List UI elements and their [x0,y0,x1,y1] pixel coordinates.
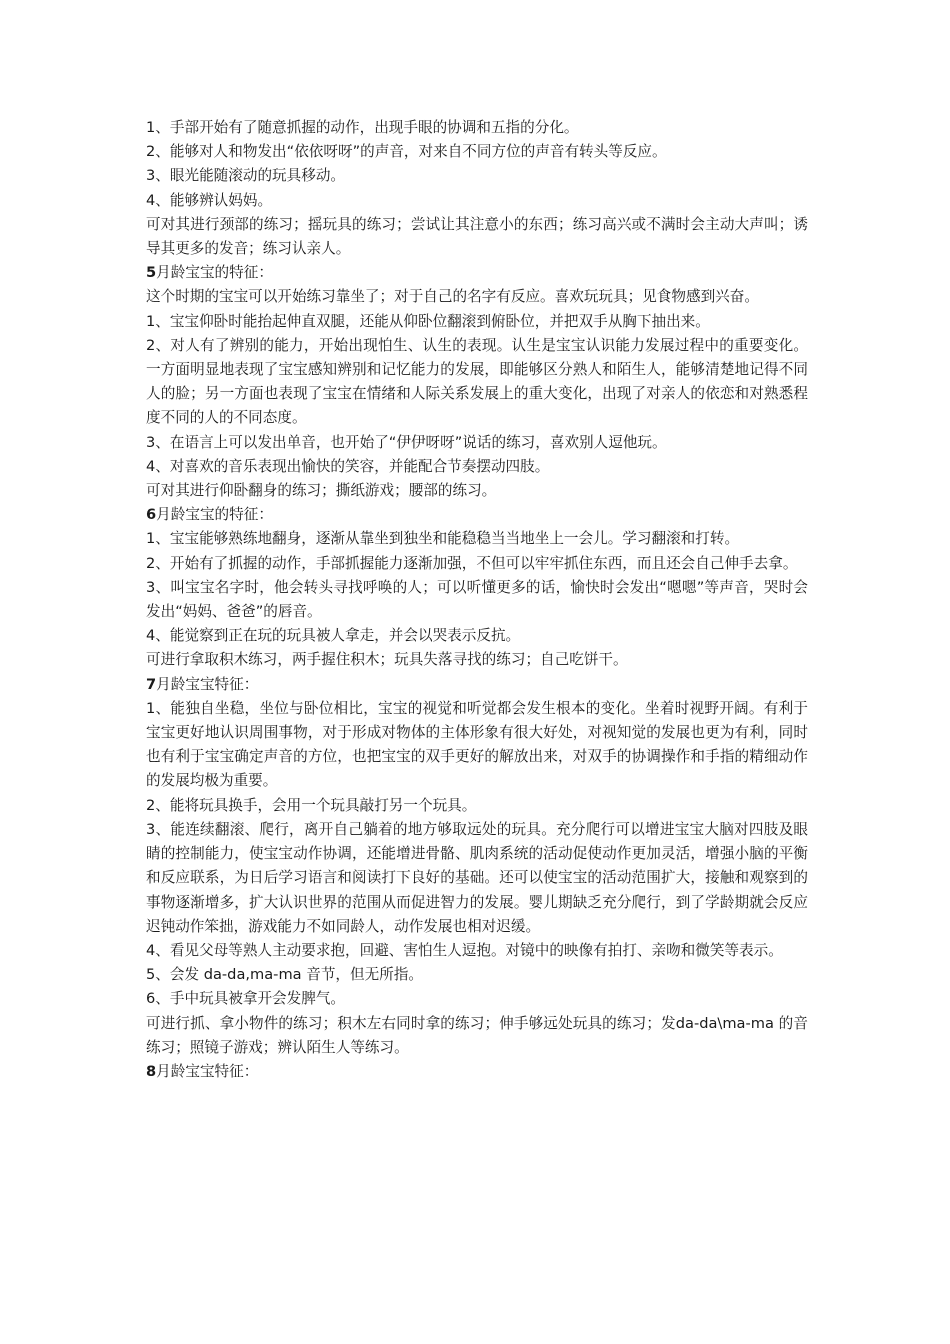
paragraph: 3、在语言上可以发出单音，也开始了“伊伊呀呀”说话的练习，喜欢别人逗他玩。 [146,433,667,451]
paragraph: 1、宝宝能够熟练地翻身，逐渐从靠坐到独坐和能稳稳当当地坐上一会儿。学习翻滚和打转。 [146,530,740,548]
section-title: 月龄宝宝的特征： [156,506,273,524]
paragraph: 可对其进行仰卧翻身的练习；撕纸游戏；腰部的练习。 [146,482,497,500]
section-heading [146,673,808,697]
paragraph: 1、宝宝仰卧时能抬起伸直双腿，还能从仰卧位翻滚到俯卧位，并把双手从胸下抽出来。 [146,312,710,330]
section-title: 月龄宝宝特征： [156,1062,259,1080]
paragraph: 4、对喜欢的音乐表现出愉快的笑容，并能配合节奏摆动四肢。 [146,457,550,475]
section-number: 5 [146,264,157,282]
section-heading [146,1060,808,1084]
paragraph: 1、手部开始有了随意抓握的动作，出现手眼的协调和五指的分化。 [146,119,579,136]
section-title: 月龄宝宝的特征： [156,264,273,282]
section-heading [146,503,808,527]
paragraph: 可进行抓、拿小物件的练习；积木左右同时拿的练习；伸手够远处玩具的练习；发da-da\ma-ma 的音练习；照镜子游戏；辨认陌生人等练习。 [146,1014,808,1056]
paragraph: 3、能连续翻滚、爬行，离开自己躺着的地方够取远处的玩具。充分爬行可以增进宝宝大脑对四肢及眼睛的控制能力，使宝宝动作协调，还能增进骨骼、肌肉系统的活动促使动作更加灵活，增强小脑的平衡和反应联系，为日后学习语言和阅读打下良好的基础。还可以使宝宝的活动范围扩大，接触和观察到的事物逐渐增多，扩大认识世界的范围从而促进智力的发展。婴儿期缺乏充分爬行，到了学龄期就会反应迟钝动作笨拙，游戏能力不如同龄人，动作发展也相对迟缓。 [146,820,808,935]
paragraph: 2、能将玩具换手，会用一个玩具敲打另一个玩具。 [146,796,477,814]
paragraph: 5、会发 da-da,ma-ma 音节，但无所指。 [146,966,423,984]
paragraph: 4、能觉察到正在玩的玩具被人拿走，并会以哭表示反抗。 [146,627,521,645]
section-number: 7 [146,675,157,693]
paragraph: 3、叫宝宝名字时，他会转头寻找呼唤的人；可以听懂更多的话，愉快时会发出“嗯嗯”等声音，哭时会发出“妈妈、爸爸”的唇音。 [146,578,808,621]
paragraph: 可进行拿取积木练习，两手握住积木；玩具失落寻找的练习；自己吃饼干。 [146,651,628,669]
section-number: 8 [146,1062,157,1080]
paragraph: 3、眼光能随滚动的玩具移动。 [146,167,346,185]
paragraph: 4、看见父母等熟人主动要求抱，回避、害怕生人逗抱。对镜中的映像有拍打、亲吻和微笑等表示。 [146,941,783,959]
paragraph: 4、能够辨认妈妈。 [146,191,273,209]
paragraph: 1、能独自坐稳，坐位与卧位相比，宝宝的视觉和听觉都会发生根本的变化。坐着时视野开阔。有利于宝宝更好地认识周围事物，对于形成对物体的主体形象有很大好处，对视知觉的发展也更为有利，同时也有利于宝宝确定声音的方位，也把宝宝的双手更好的解放出来，对双手的协调操作和手指的精细动作的发展均极为重要。 [146,699,808,790]
paragraph: 这个时期的宝宝可以开始练习靠坐了；对于自己的名字有反应。喜欢玩玩具；见食物感到兴奋。 [146,288,759,306]
paragraph: 2、能够对人和物发出“依依呀呀”的声音，对来自不同方位的声音有转头等反应。 [146,143,667,161]
document-page [146,116,808,1084]
paragraph: 2、对人有了辨别的能力，开始出现怕生、认生的表现。认生是宝宝认识能力发展过程中的重要变化。一方面明显地表现了宝宝感知辨别和记忆能力的发展，即能够区分熟人和陌生人，能够清楚地记得不同人的脸；另一方面也表现了宝宝在情绪和人际关系发展上的重大变化，出现了对亲人的依恋和对熟悉程度不同的人的不同态度。 [146,336,808,427]
paragraph: 可对其进行颈部的练习；摇玩具的练习；尝试让其注意小的东西；练习高兴或不满时会主动大声叫；诱导其更多的发音；练习认亲人。 [146,215,808,258]
section-number: 6 [146,506,157,524]
section-title: 月龄宝宝特征： [156,675,259,693]
paragraph: 6、手中玩具被拿开会发脾气。 [146,990,346,1008]
section-heading [146,261,808,285]
paragraph: 2、开始有了抓握的动作，手部抓握能力逐渐加强，不但可以牢牢抓住东西，而且还会自己伸手去拿。 [146,554,798,572]
